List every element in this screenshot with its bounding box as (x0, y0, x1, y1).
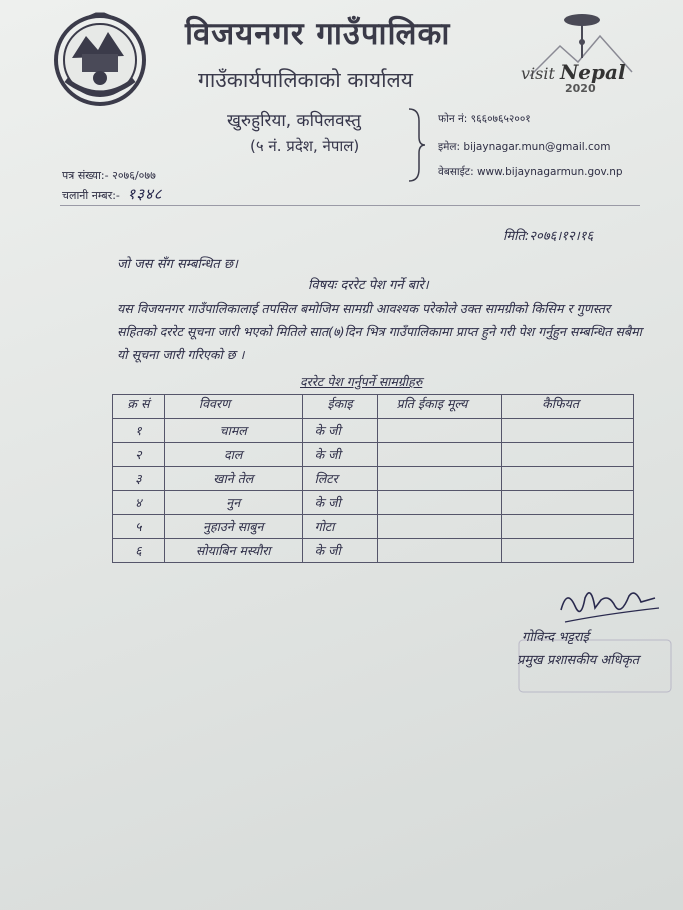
row-unit-price (378, 419, 502, 443)
row-unit: लिटर (302, 467, 378, 491)
row-remarks (502, 539, 634, 563)
items-table (112, 394, 634, 563)
header-remarks: कैफियत (502, 395, 634, 419)
row-remarks (502, 467, 634, 491)
header-divider (60, 205, 640, 206)
row-unit: के जी (302, 443, 378, 467)
row-unit-price (378, 443, 502, 467)
province-line: (५ नं. प्रदेश, नेपाल) (250, 137, 360, 155)
signatory-name: गोविन्द भट्टराई (522, 630, 589, 645)
table-header-row (113, 395, 634, 419)
handwritten-signature (555, 580, 665, 630)
visit-year: 2020 (565, 82, 596, 95)
letter-body: यस विजयनगर गाउँपालिकालाई तपसिल बमोजिम सामग्री आवश्यक परेकोले उक्त सामग्रीको किसिम र गुणस्तर सहितको दररेट सूचना जारी भएको मितिले सात(७)दिन भित्र गाउँपालिकामा प्राप्त हुने गरी पेश गर्नुहुन सम्बन्धित सबैमा यो सूचना जारी गरिएको छ । (117, 301, 642, 362)
contact-website[interactable]: वेबसाईट: www.bijaynagarmun.gov.np (438, 166, 623, 178)
row-serial: १ (113, 419, 165, 443)
row-serial: ५ (113, 515, 165, 539)
dispatch-number-line (62, 184, 163, 204)
letter-number-line (62, 168, 156, 183)
row-unit: के जी (302, 539, 378, 563)
visit-word: visit (521, 64, 555, 83)
letter-number-label: पत्र संख्या:- (62, 169, 109, 182)
row-unit-price (378, 467, 502, 491)
letter-subject: विषयः दररेट पेश गर्ने बारे। (308, 278, 429, 293)
row-item: चामल (164, 419, 302, 443)
row-serial: ४ (113, 491, 165, 515)
letter-number-value: २०७६/०७७ (112, 169, 156, 182)
table-row (113, 515, 634, 539)
row-unit: गोटा (302, 515, 378, 539)
row-unit-price (378, 515, 502, 539)
row-remarks (502, 443, 634, 467)
municipality-title: विजयनगर गाउँपालिका (185, 16, 451, 52)
row-item: सोयाबिन मस्यौरा (164, 539, 302, 563)
row-item: दाल (164, 443, 302, 467)
table-row (113, 539, 634, 563)
contact-bracket-icon (407, 107, 425, 183)
row-remarks (502, 515, 634, 539)
government-emblem-icon (52, 10, 148, 110)
table-title: दररेट पेश गर्नुपर्ने सामग्रीहरु (300, 374, 423, 389)
contact-phone: फोन नं: ९६६०७६५२००१ (438, 113, 531, 125)
row-serial: ३ (113, 467, 165, 491)
row-serial: २ (113, 443, 165, 467)
dispatch-number-value: १३४८ (127, 185, 163, 203)
row-unit: के जी (302, 491, 378, 515)
row-remarks (502, 491, 634, 515)
row-item: खाने तेल (164, 467, 302, 491)
row-item: नुहाउने साबुन (164, 515, 302, 539)
header-unit-price: प्रति ईकाइ मूल्य (378, 395, 502, 419)
row-unit: के जी (302, 419, 378, 443)
row-unit-price (378, 539, 502, 563)
row-remarks (502, 419, 634, 443)
header-description: विवरण (164, 395, 302, 419)
table-row (113, 467, 634, 491)
contact-email[interactable]: इमेल: bijaynagar.mun@gmail.com (438, 141, 611, 153)
table-row (113, 419, 634, 443)
visit-nepal-wordmark (521, 60, 626, 84)
nepal-word: Nepal (560, 60, 626, 84)
signatory-title: प्रमुख प्रशासकीय अधिकृत (517, 653, 640, 668)
letter-greeting: जो जस सँग सम्बन्धित छ। (117, 257, 238, 272)
letter-date: मिति:२०७६।१२।१६ (503, 229, 594, 244)
table-row (113, 491, 634, 515)
row-item: नुन (164, 491, 302, 515)
office-address: खुरुहुरिया, कपिलवस्तु (227, 111, 361, 131)
office-subtitle: गाउँकार्यपालिकाको कार्यालय (198, 68, 413, 92)
row-unit-price (378, 491, 502, 515)
header-serial: क्र सं (113, 395, 165, 419)
row-serial: ६ (113, 539, 165, 563)
table-row (113, 443, 634, 467)
header-unit: ईकाइ (302, 395, 378, 419)
dispatch-number-label: चलानी नम्बर:- (62, 189, 120, 202)
